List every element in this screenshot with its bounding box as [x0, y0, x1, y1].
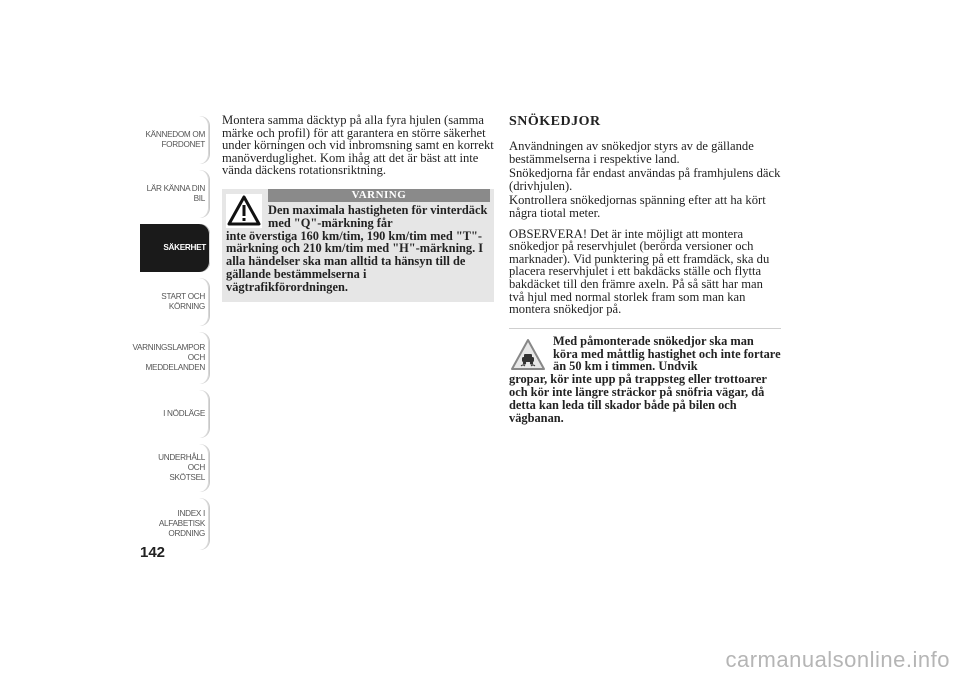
tab-varningslampor[interactable]: [132, 332, 210, 384]
tab-label: KÄNNEDOM OM FORDONET: [145, 130, 205, 149]
tab-i-nodlage[interactable]: [140, 390, 210, 438]
right-column: [509, 114, 781, 424]
tab-sakerhet[interactable]: [140, 224, 210, 272]
tab-start-och-korning[interactable]: [140, 278, 210, 326]
tab-label: START OCH KÖRNING: [161, 292, 205, 311]
warning-title: VARNING: [268, 189, 490, 202]
tab-label: I NÖDLÄGE: [163, 409, 205, 418]
tab-index[interactable]: [140, 498, 210, 550]
caution-note: [509, 328, 781, 425]
tab-label: LÄR KÄNNA DIN BIL: [146, 184, 205, 203]
left-column: [222, 114, 494, 302]
tyre-paragraph: Montera samma däcktyp på alla fyra hjulen (samma märke och profil) för att garantera en större säkerhet under körningen och vid inbromsning samt en korrekt manöverduglighet. Kom ihåg att det är bäst att inte vända däckens rotationsriktning.: [222, 113, 494, 178]
tab-underhall-och-skotsel[interactable]: [140, 444, 210, 492]
tab-label: UNDERHÅLL OCH SKÖTSEL: [158, 453, 205, 482]
warning-triangle-icon: [226, 194, 262, 228]
page-number: 142: [140, 544, 166, 561]
caution-first-lines: Med påmonterade snökedjor ska man köra med måttlig hastighet och inte fortare än 50 km i timmen. Undvik: [553, 333, 781, 374]
caution-text: [509, 335, 781, 425]
paragraph-4: OBSERVERA! Det är inte möjligt att montera snökedjor på reservhjulet (berörda versioner och marknader). Vid punktering på ett framdäck, ska du placera reservhjulet i ett bakdäcks ställe och flytta bakdäcket till den främre axeln. På så sätt har man två hjul med normal storlek fram som man kan montera snökedjor på.: [509, 226, 770, 317]
caution-rest: gropar, kör inte upp på trappsteg eller trottoarer och kör inte längre sträckor på snöfria vägar, då detta kan leda till skador både på bilen och vägbanan.: [509, 372, 767, 425]
tab-label: VARNINGSLAMPOR OCH MEDDELANDEN: [132, 343, 205, 372]
warning-first-lines: Den maximala hastigheten för vinterdäck med "Q"-märkning får: [268, 202, 488, 230]
tab-kannedom-om-fordonet[interactable]: [140, 116, 210, 164]
tab-label: INDEX I ALFABETISK ORDNING: [158, 509, 205, 538]
chapter-sidebar: [132, 116, 210, 556]
paragraph-2: Snökedjorna får endast användas på framhjulens däck (drivhjulen).: [509, 166, 781, 193]
slippery-road-icon: [509, 337, 547, 373]
paragraph-3: Kontrollera snökedjornas spänning efter att ha kört några tiotal meter.: [509, 193, 766, 220]
warning-rest: inte överstiga 160 km/tim, 190 km/tim med "T"-märkning och 210 km/tim med "H"-märkning. I alla händelser ska man alltid ta hänsyn till de gällande bestämmelserna i vägtrafikförordningen.: [226, 228, 484, 294]
section-heading: SNÖKEDJOR: [509, 114, 601, 129]
watermark: carmanualsonline.info: [725, 647, 950, 672]
tab-lar-kanna-din-bil[interactable]: [140, 170, 210, 218]
warning-text: [226, 204, 490, 294]
paragraph-1: Användningen av snökedjor styrs av de gällande bestämmelserna i respektive land.: [509, 139, 754, 166]
tab-label: SÄKERHET: [163, 243, 206, 252]
warning-box: [222, 189, 494, 302]
